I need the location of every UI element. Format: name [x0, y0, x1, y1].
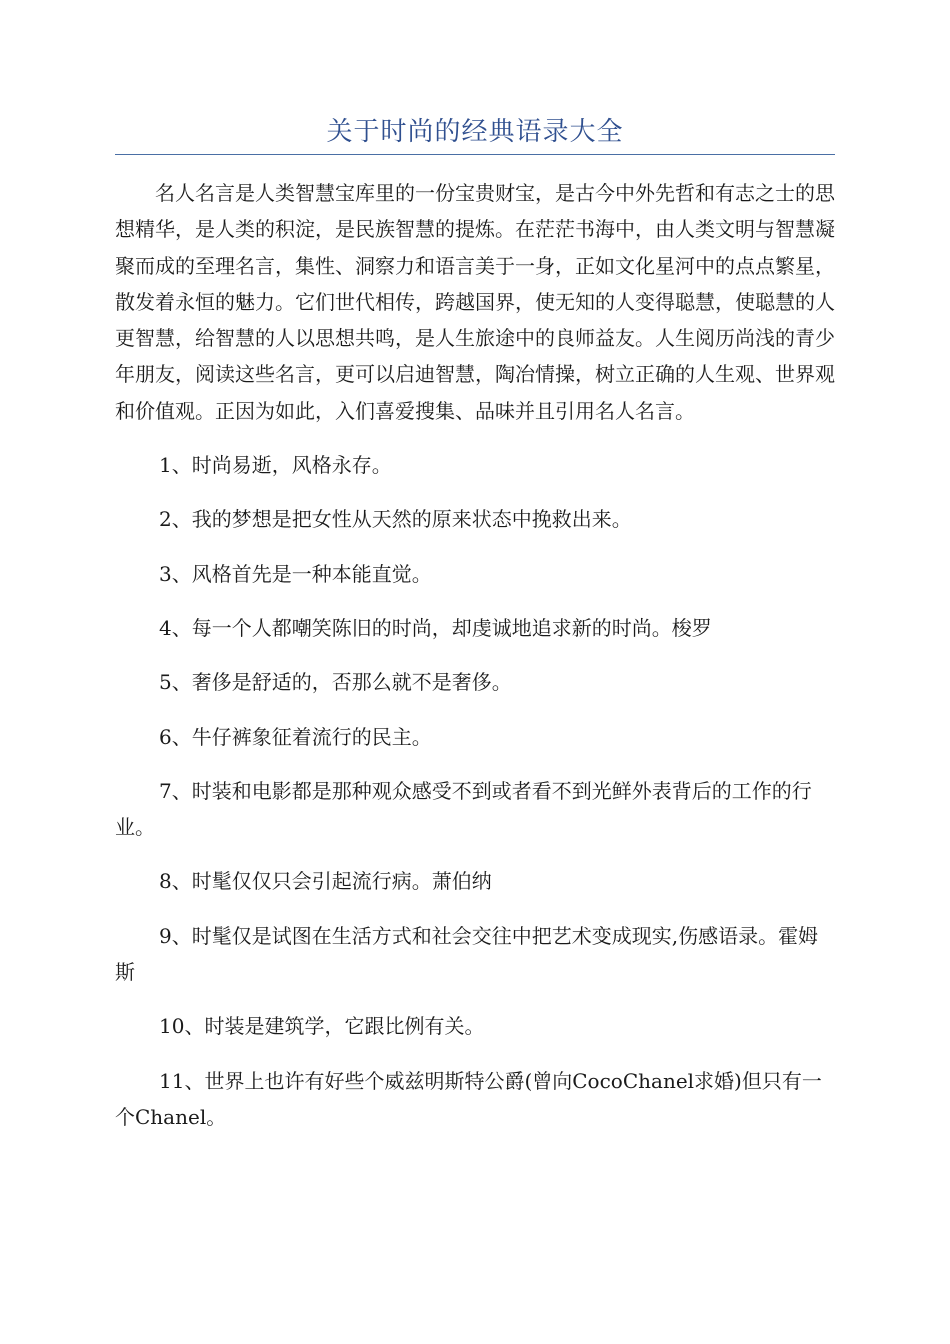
quote-item: 10、时装是建筑学，它跟比例有关。	[159, 1014, 485, 1039]
quote-item: 6、牛仔裤象征着流行的民主。	[159, 724, 432, 749]
quote-item: 11、世界上也许有好些个威兹明斯特公爵(曾向CocoChanel求婚)但只有一个Chanel。	[115, 1068, 822, 1129]
document-page	[115, 112, 835, 1135]
intro-paragraph: 名人名言是人类智慧宝库里的一份宝贵财宝，是古今中外先哲和有志之士的思想精华，是人类的积淀，是民族智慧的提炼。在茫茫书海中，由人类文明与智慧凝聚而成的至理名言，集性、洞察力和语言美于一身，正如文化星河中的点点繁星，散发着永恒的魅力。它们世代相传，跨越国界，使无知的人变得聪慧，使聪慧的人更智慧，给智慧的人以思想共鸣，是人生旅途中的良师益友。人生阅历尚浅的青少年朋友，阅读这些名言，更可以启迪智慧，陶冶情操，树立正确的人生观、世界观和价值观。正因为如此，入们喜爱搜集、品味并且引用名人名言。	[115, 181, 835, 423]
quote-item: 7、时装和电影都是那种观众感受不到或者看不到光鲜外表背后的工作的行业。	[115, 778, 812, 840]
quote-item: 1、时尚易逝，风格永存。	[159, 453, 392, 478]
quote-item: 5、奢侈是舒适的，否那么就不是奢侈。	[159, 670, 512, 695]
quote-item: 2、我的梦想是把女性从天然的原来状态中挽救出来。	[159, 507, 632, 532]
quote-item: 4、每一个人都嘲笑陈旧的时尚，却虔诚地追求新的时尚。梭罗	[159, 615, 712, 640]
title-divider	[115, 154, 835, 155]
quote-item: 9、时髦仅是试图在生活方式和社会交往中把艺术变成现实,伤感语录。霍姆斯	[115, 923, 819, 985]
quote-item: 8、时髦仅仅只会引起流行病。萧伯纳	[159, 869, 492, 894]
quote-item: 3、风格首先是一种本能直觉。	[159, 561, 432, 586]
document-title: 关于时尚的经典语录大全	[326, 117, 624, 147]
